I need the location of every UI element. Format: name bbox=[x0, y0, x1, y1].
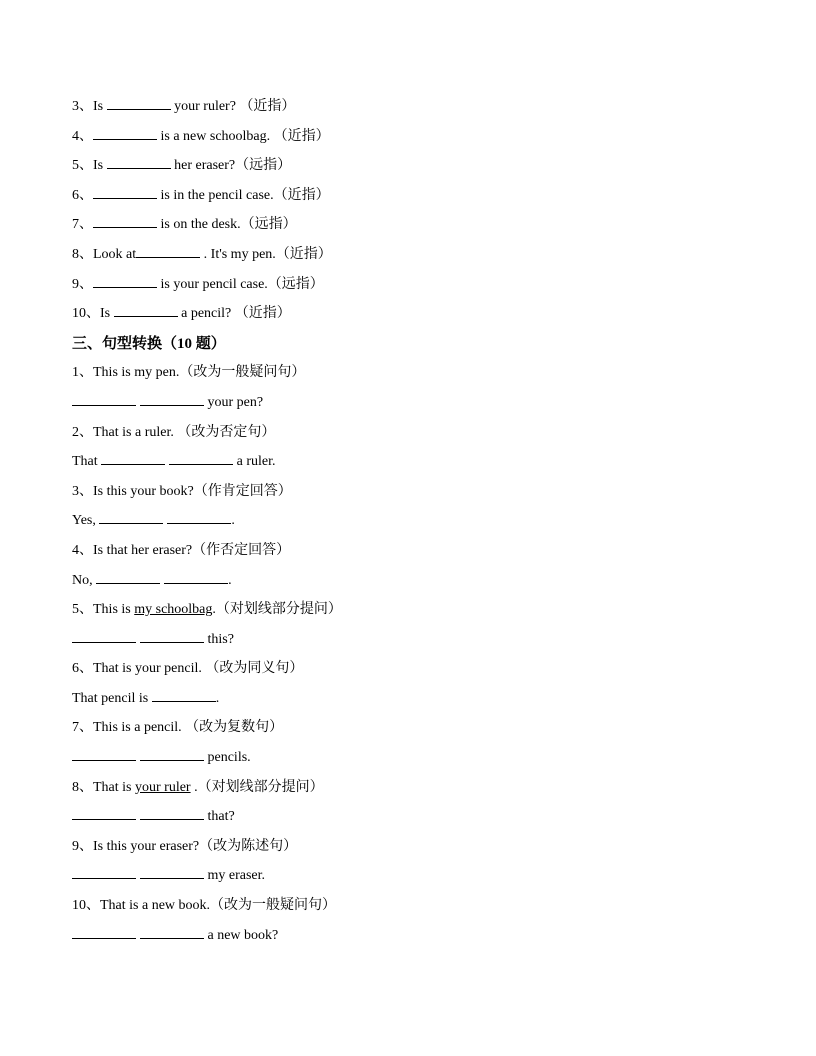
answer-text: pencils. bbox=[204, 750, 251, 766]
answer-line bbox=[72, 508, 752, 538]
answer-blank[interactable] bbox=[140, 746, 204, 761]
answer-blank[interactable] bbox=[72, 805, 136, 820]
answer-blank[interactable] bbox=[140, 924, 204, 939]
question-text: her eraser? bbox=[170, 158, 236, 174]
question-line bbox=[72, 242, 752, 272]
question-hint: （作否定回答） bbox=[192, 542, 291, 558]
question-text: . It's my pen. bbox=[200, 246, 276, 262]
question-hint: （近指） bbox=[273, 187, 330, 203]
answer-blank[interactable] bbox=[72, 628, 136, 643]
answer-blank[interactable] bbox=[93, 213, 157, 228]
worksheet-content bbox=[72, 94, 752, 952]
question-text: 8、Look at bbox=[72, 246, 137, 262]
question-line bbox=[72, 272, 752, 302]
question-line bbox=[72, 656, 752, 686]
question-text: 9、Is this your eraser? bbox=[72, 838, 200, 854]
question-line bbox=[72, 479, 752, 509]
answer-text: . bbox=[231, 513, 235, 529]
question-hint: （改为一般疑问句） bbox=[179, 365, 306, 381]
question-hint: （改为一般疑问句） bbox=[210, 898, 337, 914]
question-line bbox=[72, 715, 752, 745]
answer-line bbox=[72, 568, 752, 598]
answer-line bbox=[72, 804, 752, 834]
answer-blank[interactable] bbox=[164, 569, 228, 584]
underlined-phrase: your ruler bbox=[135, 779, 191, 795]
question-hint: （改为陈述句） bbox=[199, 838, 298, 854]
question-text: 6、That is your pencil. bbox=[72, 661, 206, 677]
question-text: is your pencil case. bbox=[157, 276, 268, 292]
question-text: 4、 bbox=[72, 128, 93, 144]
question-text: 1、This is my pen. bbox=[72, 365, 180, 381]
answer-blank[interactable] bbox=[140, 628, 204, 643]
question-text: is in the pencil case. bbox=[157, 187, 274, 203]
question-text: 3、Is this your book? bbox=[72, 483, 194, 499]
question-line bbox=[72, 124, 752, 154]
answer-blank[interactable] bbox=[93, 273, 157, 288]
question-line bbox=[72, 183, 752, 213]
question-line bbox=[72, 153, 752, 183]
answer-blank[interactable] bbox=[140, 391, 204, 406]
answer-blank[interactable] bbox=[152, 687, 216, 702]
question-text: . bbox=[212, 602, 216, 618]
answer-text: . bbox=[215, 690, 220, 706]
answer-line bbox=[72, 449, 752, 479]
question-text: 3、Is bbox=[72, 99, 107, 114]
answer-blank[interactable] bbox=[140, 805, 204, 820]
answer-blank[interactable] bbox=[96, 569, 160, 584]
answer-text: Yes, bbox=[72, 513, 100, 529]
answer-blank[interactable] bbox=[136, 243, 200, 258]
question-line bbox=[72, 420, 752, 450]
question-text: 6、 bbox=[72, 187, 93, 203]
question-hint: （远指） bbox=[235, 158, 292, 174]
question-hint: （改为否定句） bbox=[177, 424, 276, 440]
answer-blank[interactable] bbox=[101, 450, 165, 465]
question-hint: （近指） bbox=[275, 246, 332, 262]
question-line bbox=[72, 360, 752, 390]
question-text: 8、That is bbox=[72, 779, 135, 795]
question-text: 7、This is a pencil. bbox=[72, 720, 186, 736]
answer-text: your pen? bbox=[204, 394, 264, 410]
answer-line bbox=[72, 686, 752, 716]
underlined-phrase: my schoolbag bbox=[134, 602, 213, 618]
answer-text: this? bbox=[204, 631, 234, 647]
question-text: . bbox=[190, 779, 198, 795]
question-text: 5、This is bbox=[72, 602, 135, 618]
question-line bbox=[72, 301, 752, 331]
answer-line bbox=[72, 627, 752, 657]
answer-text: my eraser. bbox=[204, 868, 266, 884]
section-heading: 三、句型转换（10 题） bbox=[72, 335, 226, 352]
question-line bbox=[72, 893, 752, 923]
question-text: 7、 bbox=[72, 217, 93, 233]
question-text: is a new schoolbag. bbox=[157, 128, 274, 144]
answer-blank[interactable] bbox=[72, 746, 136, 761]
answer-text: a new book? bbox=[204, 927, 279, 943]
question-text: 2、That is a ruler. bbox=[72, 424, 178, 440]
question-line bbox=[72, 775, 752, 805]
answer-blank[interactable] bbox=[114, 302, 178, 317]
question-line bbox=[72, 538, 752, 568]
answer-line bbox=[72, 923, 752, 953]
answer-blank[interactable] bbox=[99, 509, 163, 524]
answer-line bbox=[72, 745, 752, 775]
question-line bbox=[72, 597, 752, 627]
question-text: 10、That is a new book. bbox=[72, 898, 211, 914]
answer-blank[interactable] bbox=[140, 864, 204, 879]
answer-blank[interactable] bbox=[167, 509, 231, 524]
answer-text: That pencil is bbox=[72, 690, 152, 706]
question-text: is on the desk. bbox=[157, 217, 241, 233]
answer-text: . bbox=[228, 572, 232, 588]
answer-text: that? bbox=[204, 809, 235, 825]
answer-blank[interactable] bbox=[107, 95, 171, 110]
question-hint: （近指） bbox=[239, 99, 296, 114]
answer-text: a ruler. bbox=[233, 454, 276, 470]
answer-line bbox=[72, 863, 752, 893]
answer-blank[interactable] bbox=[72, 391, 136, 406]
question-text: 4、Is that her eraser? bbox=[72, 542, 193, 558]
question-hint: （作肯定回答） bbox=[193, 483, 292, 499]
answer-text: No, bbox=[72, 572, 97, 588]
question-hint: （改为同义句） bbox=[205, 661, 304, 677]
question-hint: （远指） bbox=[240, 217, 297, 233]
question-hint: （对划线部分提问） bbox=[215, 602, 342, 618]
answer-blank[interactable] bbox=[169, 450, 233, 465]
question-line bbox=[72, 212, 752, 242]
question-text: 10、Is bbox=[72, 306, 114, 322]
question-hint: （对划线部分提问） bbox=[197, 779, 324, 795]
answer-blank[interactable] bbox=[107, 154, 171, 169]
question-hint: （近指） bbox=[273, 128, 330, 144]
question-hint: （远指） bbox=[267, 276, 324, 292]
question-text: 9、 bbox=[72, 276, 93, 292]
question-text: a pencil? bbox=[177, 306, 235, 322]
question-hint: （近指） bbox=[234, 306, 291, 322]
answer-line bbox=[72, 390, 752, 420]
answer-blank[interactable] bbox=[93, 125, 157, 140]
question-hint: （改为复数句） bbox=[185, 720, 284, 736]
answer-blank[interactable] bbox=[72, 924, 136, 939]
answer-text: That bbox=[72, 454, 102, 470]
question-text: your ruler? bbox=[170, 99, 240, 114]
question-line bbox=[72, 94, 752, 124]
question-text: 5、Is bbox=[72, 158, 107, 174]
answer-blank[interactable] bbox=[93, 184, 157, 199]
question-line bbox=[72, 834, 752, 864]
answer-blank[interactable] bbox=[72, 864, 136, 879]
